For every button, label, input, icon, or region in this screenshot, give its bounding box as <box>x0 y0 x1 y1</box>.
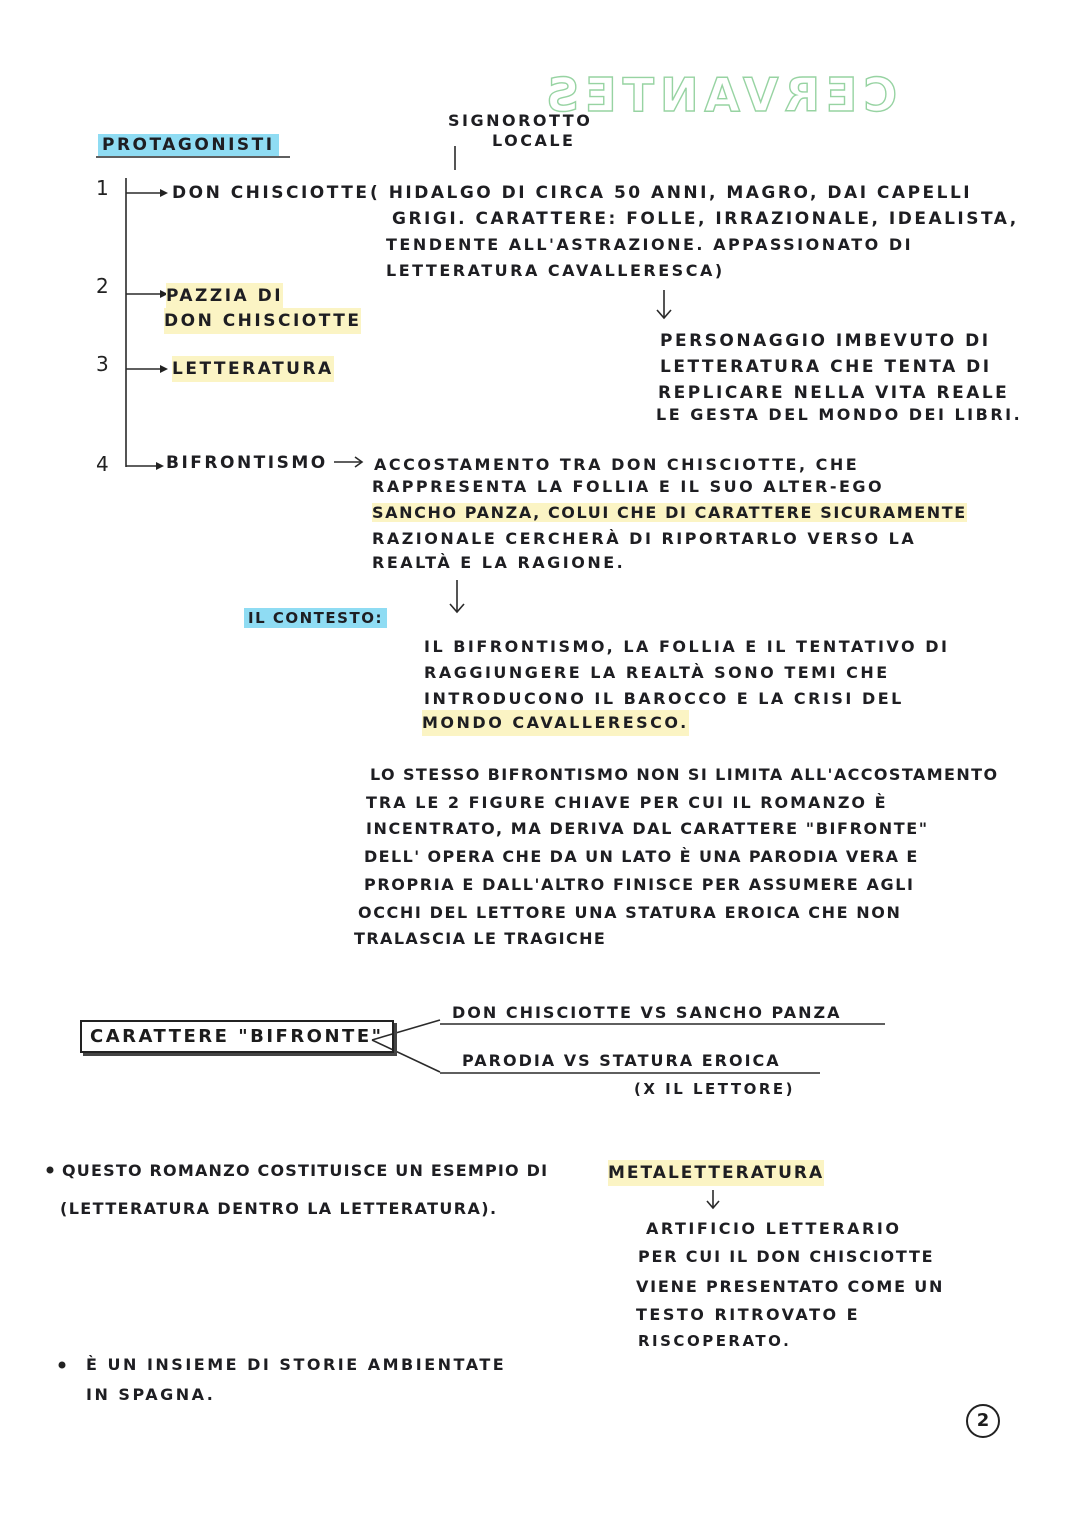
contesto-line-3: INTRODUCONO IL BAROCCO E LA CRISI DEL <box>424 689 904 708</box>
signorotto-line-2: LOCALE <box>492 131 576 150</box>
paragrafo-line-2: TRA LE 2 FIGURE CHIAVE PER CUI IL ROMANZO È <box>366 793 888 812</box>
desc-line-2: GRIGI. CARATTERE: FOLLE, IRRAZIONALE, IDEALISTA, <box>392 209 1019 229</box>
page-number: 2 <box>966 1404 1000 1438</box>
carattere-bifronte-box: CARATTERE "BIFRONTE" <box>80 1020 394 1053</box>
item-number-2: 2 <box>96 274 109 298</box>
artificio-line-3: VIENE PRESENTATO COME UN <box>636 1277 945 1296</box>
bifrontismo-line-3 <box>372 500 967 526</box>
bifrontismo-line-1: ACCOSTAMENTO TRA DON CHISCIOTTE, CHE <box>374 455 860 474</box>
branch-2-note: (X IL LETTORE) <box>634 1080 796 1098</box>
paragrafo-line-3: INCENTRATO, MA DERIVA DAL CARATTERE "BIFRONTE" <box>366 819 929 838</box>
contesto-line-4: MONDO CAVALLERESCO. <box>422 710 689 736</box>
item-number-3: 3 <box>96 352 109 376</box>
paragrafo-line-5: PROPRIA E DALL'ALTRO FINISCE PER ASSUMERE AGLI <box>364 875 915 894</box>
desc-line-1: ( HIDALGO DI CIRCA 50 ANNI, MAGRO, DAI CAPELLI <box>370 183 973 203</box>
artificio-line-4: TESTO RITROVATO E <box>636 1305 861 1324</box>
branch-2: PARODIA VS STATURA EROICA <box>462 1051 781 1070</box>
protagonisti-label <box>98 132 279 158</box>
desc-line-4: LETTERATURA CAVALLERESCA) <box>386 261 725 280</box>
item-bifrontismo: BIFRONTISMO <box>166 453 328 473</box>
contesto-line-2: RAGGIUNGERE LA REALTÀ SONO TEMI CHE <box>424 663 890 682</box>
personaggio-line-3: REPLICARE NELLA VITA REALE <box>658 383 1010 403</box>
personaggio-line-2: LETTERATURA CHE TENTA DI <box>660 357 992 377</box>
bullet-2-line-1: È UN INSIEME DI STORIE AMBIENTATE <box>86 1355 507 1374</box>
paragrafo-line-4: DELL' OPERA CHE DA UN LATO È UNA PARODIA VERA E <box>364 847 919 866</box>
item-don-chisciotte: DON CHISCIOTTE <box>172 183 370 203</box>
bifrontismo-line-2: RAPPRESENTA LA FOLLIA E IL SUO ALTER-EGO <box>372 477 885 496</box>
item-pazzia-line-2: DON CHISCIOTTE <box>164 308 361 334</box>
personaggio-line-1: PERSONAGGIO IMBEVUTO DI <box>660 331 991 351</box>
bullet-2-line-2: IN SPAGNA. <box>86 1385 216 1404</box>
contesto-line-1: IL BIFRONTISMO, LA FOLLIA E IL TENTATIVO DI <box>424 637 950 656</box>
paragrafo-line-1: LO STESSO BIFRONTISMO NON SI LIMITA ALL'ACCOSTAMENTO <box>370 765 999 784</box>
item-pazzia-line-1: PAZZIA DI <box>166 283 283 309</box>
bifrontismo-line-3-text: SANCHO PANZA, COLUI CHE DI CARATTERE SICURAMENTE <box>372 503 967 522</box>
paragrafo-line-6: OCCHI DEL LETTORE UNA STATURA EROICA CHE NON <box>358 903 902 922</box>
bullet-1-line-1: QUESTO ROMANZO COSTITUISCE UN ESEMPIO DI <box>62 1161 549 1180</box>
artificio-line-5: RISCOPERATO. <box>638 1332 792 1350</box>
contesto-label-text: IL CONTESTO: <box>244 608 387 628</box>
protagonisti-text: PROTAGONISTI <box>98 134 279 156</box>
bifrontismo-line-4: RAZIONALE CERCHERÀ DI RIPORTARLO VERSO LA <box>372 529 917 548</box>
page-title: CERVANTES <box>540 68 898 122</box>
item-letteratura: LETTERATURA <box>172 356 334 382</box>
item-number-1: 1 <box>96 176 109 200</box>
desc-line-3: TENDENTE ALL'ASTRAZIONE. APPASSIONATO DI <box>386 235 914 254</box>
artificio-line-1: ARTIFICIO LETTERARIO <box>646 1219 902 1238</box>
personaggio-line-4: LE GESTA DEL MONDO DEI LIBRI. <box>656 405 1023 424</box>
paragrafo-line-7: TRALASCIA LE TRAGICHE <box>354 929 607 948</box>
contesto-label <box>244 605 387 631</box>
signorotto-line-1: SIGNOROTTO <box>448 111 593 130</box>
bullet-1-line-2: (LETTERATURA DENTRO LA LETTERATURA). <box>60 1199 498 1218</box>
bifrontismo-line-5: REALTÀ E LA RAGIONE. <box>372 553 626 572</box>
branch-1: DON CHISCIOTTE VS SANCHO PANZA <box>452 1003 842 1022</box>
metaletteratura-label: METALETTERATURA <box>608 1160 824 1186</box>
artificio-line-2: PER CUI IL DON CHISCIOTTE <box>638 1247 935 1266</box>
item-number-4: 4 <box>96 452 109 476</box>
